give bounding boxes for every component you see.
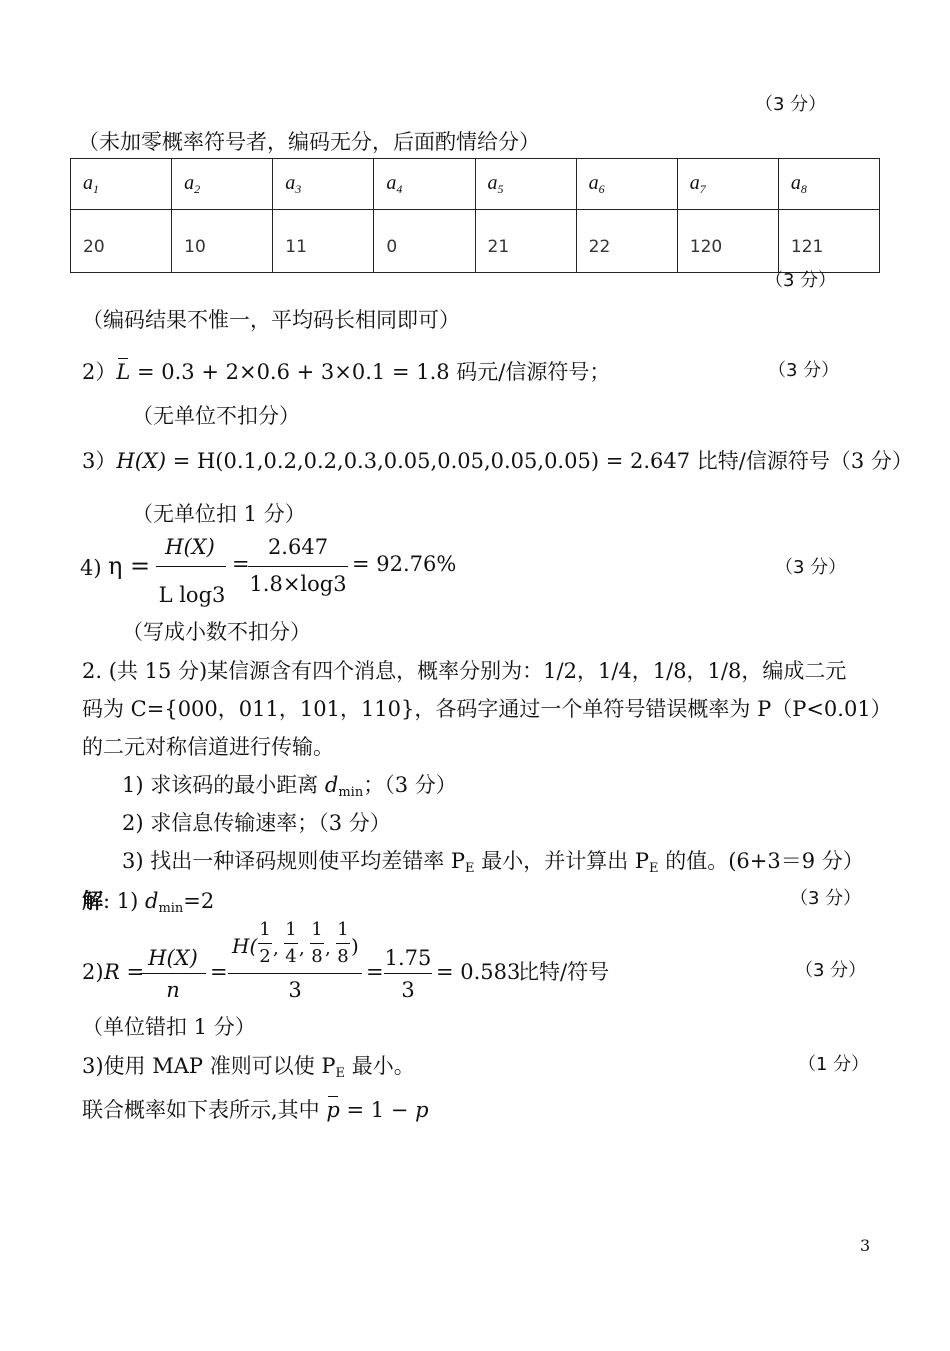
table-cell: 121 <box>778 210 879 273</box>
table-cell: 120 <box>677 210 778 273</box>
prob-numerator: 1 <box>285 919 297 940</box>
rate-denominator-1: n <box>166 978 180 1002</box>
prob-denominator: 2 <box>259 946 271 967</box>
score-efficiency: （3 分） <box>775 557 847 578</box>
comma: , <box>325 938 331 959</box>
efficiency-denominator-1: L log3 <box>158 583 226 607</box>
question-2-line-1: 2. (共 15 分)某信源含有四个消息，概率分别为：1/2，1/4，1/8，1/8，编成二元 <box>82 659 847 683</box>
note-zero-probability: （未加零概率符号者，编码无分，后面酌情给分） <box>78 130 540 154</box>
score-table: （3 分） <box>765 270 837 291</box>
fraction-bar <box>156 566 226 567</box>
table-header-cell: $a_3$ <box>273 159 374 210</box>
table-header-cell: $a_8$ <box>778 159 879 210</box>
table-cell: 10 <box>172 210 273 273</box>
rate-unit: 比特/符号 <box>518 960 610 984</box>
prob-denominator: 8 <box>337 946 349 967</box>
prob-numerator: 1 <box>311 919 323 940</box>
entropy-line: 3）H(X) = H(0.1,0.2,0.2,0.3,0.05,0.05,0.05,0.05) = 2.647 比特/信源符号（3 分） <box>82 449 913 473</box>
question-2-sub-2: 2) 求信息传输速率；（3 分） <box>122 811 391 835</box>
fraction-bar <box>384 973 432 974</box>
rate-denominator-2: 3 <box>288 978 302 1002</box>
rate-numerator-3: 1.75 <box>384 946 432 970</box>
score-top: （3 分） <box>755 94 827 115</box>
eta-symbol: η = <box>108 552 151 580</box>
table-header-cell: $a_7$ <box>677 159 778 210</box>
fraction-bar <box>248 566 348 567</box>
table-value-row <box>71 210 880 273</box>
table-header-row <box>71 159 880 210</box>
entropy-function: H( <box>232 934 258 958</box>
efficiency-denominator-2: 1.8×log3 <box>249 572 347 596</box>
efficiency-numerator-2: 2.647 <box>267 535 329 559</box>
answer-3-line: 3)使用 MAP 准则可以使 PE 最小。 <box>82 1054 415 1081</box>
score-answer-2: （3 分） <box>795 960 867 981</box>
score-average-length: （3 分） <box>768 360 840 381</box>
table-cell: 11 <box>273 210 374 273</box>
table-cell: 22 <box>576 210 677 273</box>
efficiency-prefix: 4) <box>80 556 102 580</box>
fraction-bar <box>228 973 362 974</box>
note-unit-error: （单位错扣 1 分） <box>82 1015 256 1039</box>
rate-symbol: R = <box>104 960 145 984</box>
table-cell: 20 <box>71 210 172 273</box>
question-2-sub-1: 1) 求该码的最小距离 dmin；（3 分） <box>122 773 457 800</box>
rate-numerator-1: H(X) <box>148 946 198 970</box>
score-answer-1: （3 分） <box>790 888 862 909</box>
joint-probability-line: 联合概率如下表所示,其中 p = 1 − p <box>82 1098 429 1122</box>
fraction-bar <box>140 973 206 974</box>
table-cell: 21 <box>475 210 576 273</box>
table-header-cell: $a_4$ <box>374 159 475 210</box>
prob-numerator: 1 <box>259 919 271 940</box>
fraction-bar <box>284 943 298 944</box>
efficiency-numerator-1: H(X) <box>165 535 215 559</box>
equals-sign: = <box>210 960 228 984</box>
prob-denominator: 8 <box>311 946 323 967</box>
table-header-cell: $a_5$ <box>475 159 576 210</box>
prob-denominator: 4 <box>285 946 297 967</box>
average-length-line: 2）L = 0.3 + 2×0.6 + 3×0.1 = 1.8 码元/信源符号； <box>82 360 611 384</box>
equals-sign: = <box>366 960 384 984</box>
answer-1-line: 解: 1) dmin=2 <box>82 888 215 916</box>
table-header-cell: $a_6$ <box>576 159 677 210</box>
table-cell: 0 <box>374 210 475 273</box>
question-2-line-3: 的二元对称信道进行传输。 <box>82 735 334 759</box>
note-code-unique: （编码结果不惟一，平均码长相同即可） <box>82 308 460 332</box>
comma: , <box>273 938 279 959</box>
fraction-bar <box>310 943 324 944</box>
table-header-cell: $a_1$ <box>71 159 172 210</box>
rate-denominator-3: 3 <box>401 978 415 1002</box>
note-no-unit: （无单位不扣分） <box>132 404 300 428</box>
close-paren: ) <box>351 934 359 958</box>
question-2-sub-3: 3) 找出一种译码规则使平均差错率 PE 最小，并计算出 PE 的值。(6+3＝9 分） <box>122 849 864 876</box>
code-table <box>70 158 880 273</box>
table-header-cell: $a_2$ <box>172 159 273 210</box>
note-unit-deduct: （无单位扣 1 分） <box>132 502 306 526</box>
question-2-line-2: 码为 C={000，011，101，110}，各码字通过一个单符号错误概率为 P（P<0.01） <box>82 697 892 721</box>
efficiency-result: = 92.76% <box>352 552 457 576</box>
note-decimal: （写成小数不扣分） <box>122 620 311 644</box>
prob-numerator: 1 <box>337 919 349 940</box>
page-number: 3 <box>860 1236 871 1255</box>
answer-2-prefix: 2) <box>82 960 104 984</box>
score-answer-3: （1 分） <box>798 1054 870 1075</box>
equals-sign: = <box>232 552 250 576</box>
comma: , <box>299 938 305 959</box>
rate-result: = 0.583 <box>436 960 521 984</box>
fraction-bar <box>258 943 272 944</box>
fraction-bar <box>336 943 350 944</box>
